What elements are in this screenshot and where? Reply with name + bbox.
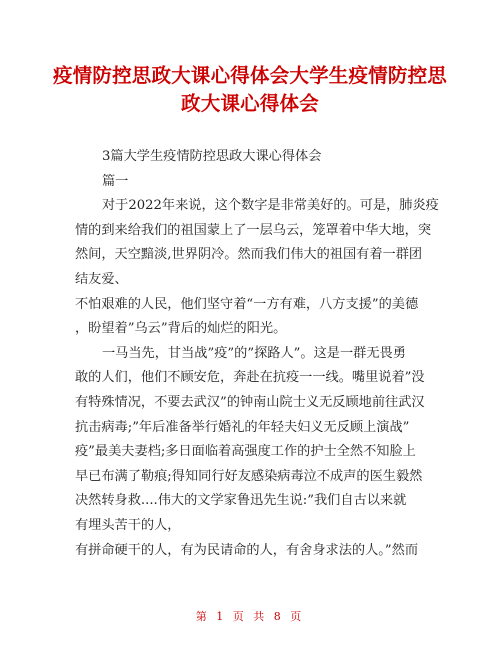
body-line: 疫”最美夫妻档;多日面临着高强度工作的护士全然不知脸上 xyxy=(75,444,416,460)
document-body xyxy=(75,145,439,563)
section-heading: 篇一 xyxy=(102,173,129,189)
body-line: 有特殊情况，不要去武汉”的钟南山院士义无反顾地前往武汉 xyxy=(75,394,425,410)
body-line: 结友爱、 xyxy=(75,271,128,287)
title-line-1: 疫情防控思政大课心得体会大学生疫情防控思 xyxy=(52,64,447,87)
body-line: ，盼望着”乌云”背后的灿烂的阳光。 xyxy=(75,321,287,337)
page-title xyxy=(40,62,460,118)
body-line: 对于2022年来说，这个数字是非常美好的。可是，肺炎疫 xyxy=(102,198,439,214)
body-line: 情的到来给我们的祖国蒙上了一层乌云，笼罩着中华大地，突 xyxy=(75,222,432,238)
body-line: 敢的人们，他们不顾安危，奔赴在抗疫一一线。嘴里说着”没 xyxy=(75,370,425,386)
body-line: 决然转身救....伟大的文学家鲁迅先生说:”我们自古以来就 xyxy=(75,493,407,509)
title-line-2: 政大课心得体会 xyxy=(181,92,319,115)
body-line: 早已布满了勒痕;得知同行好友感染病毒泣不成声的医生毅然 xyxy=(75,468,423,484)
body-line: 抗击病毒;”年后准备举行婚礼的年轻夫妇义无反顾上演战” xyxy=(75,419,410,435)
body-line: 有埋头苦干的人， xyxy=(75,517,181,533)
body-line: 一马当先，甘当战”疫”的”探路人”。这是一群无畏勇 xyxy=(102,345,406,361)
body-line: 不怕艰难的人民，他们坚守着“一方有难，八方支援”的美德 xyxy=(75,296,419,312)
body-line: 然间，天空黯淡,世界阴冷。然而我们伟大的祖国有着一群团 xyxy=(75,247,423,263)
body-line: 有拼命硬干的人，有为民请命的人，有舍身求法的人。”然而 xyxy=(75,542,419,558)
subtitle-line: 3篇大学生疫情防控思政大课心得体会 xyxy=(102,149,322,164)
page-footer: 第 1 页 共 8 页 xyxy=(195,610,305,623)
